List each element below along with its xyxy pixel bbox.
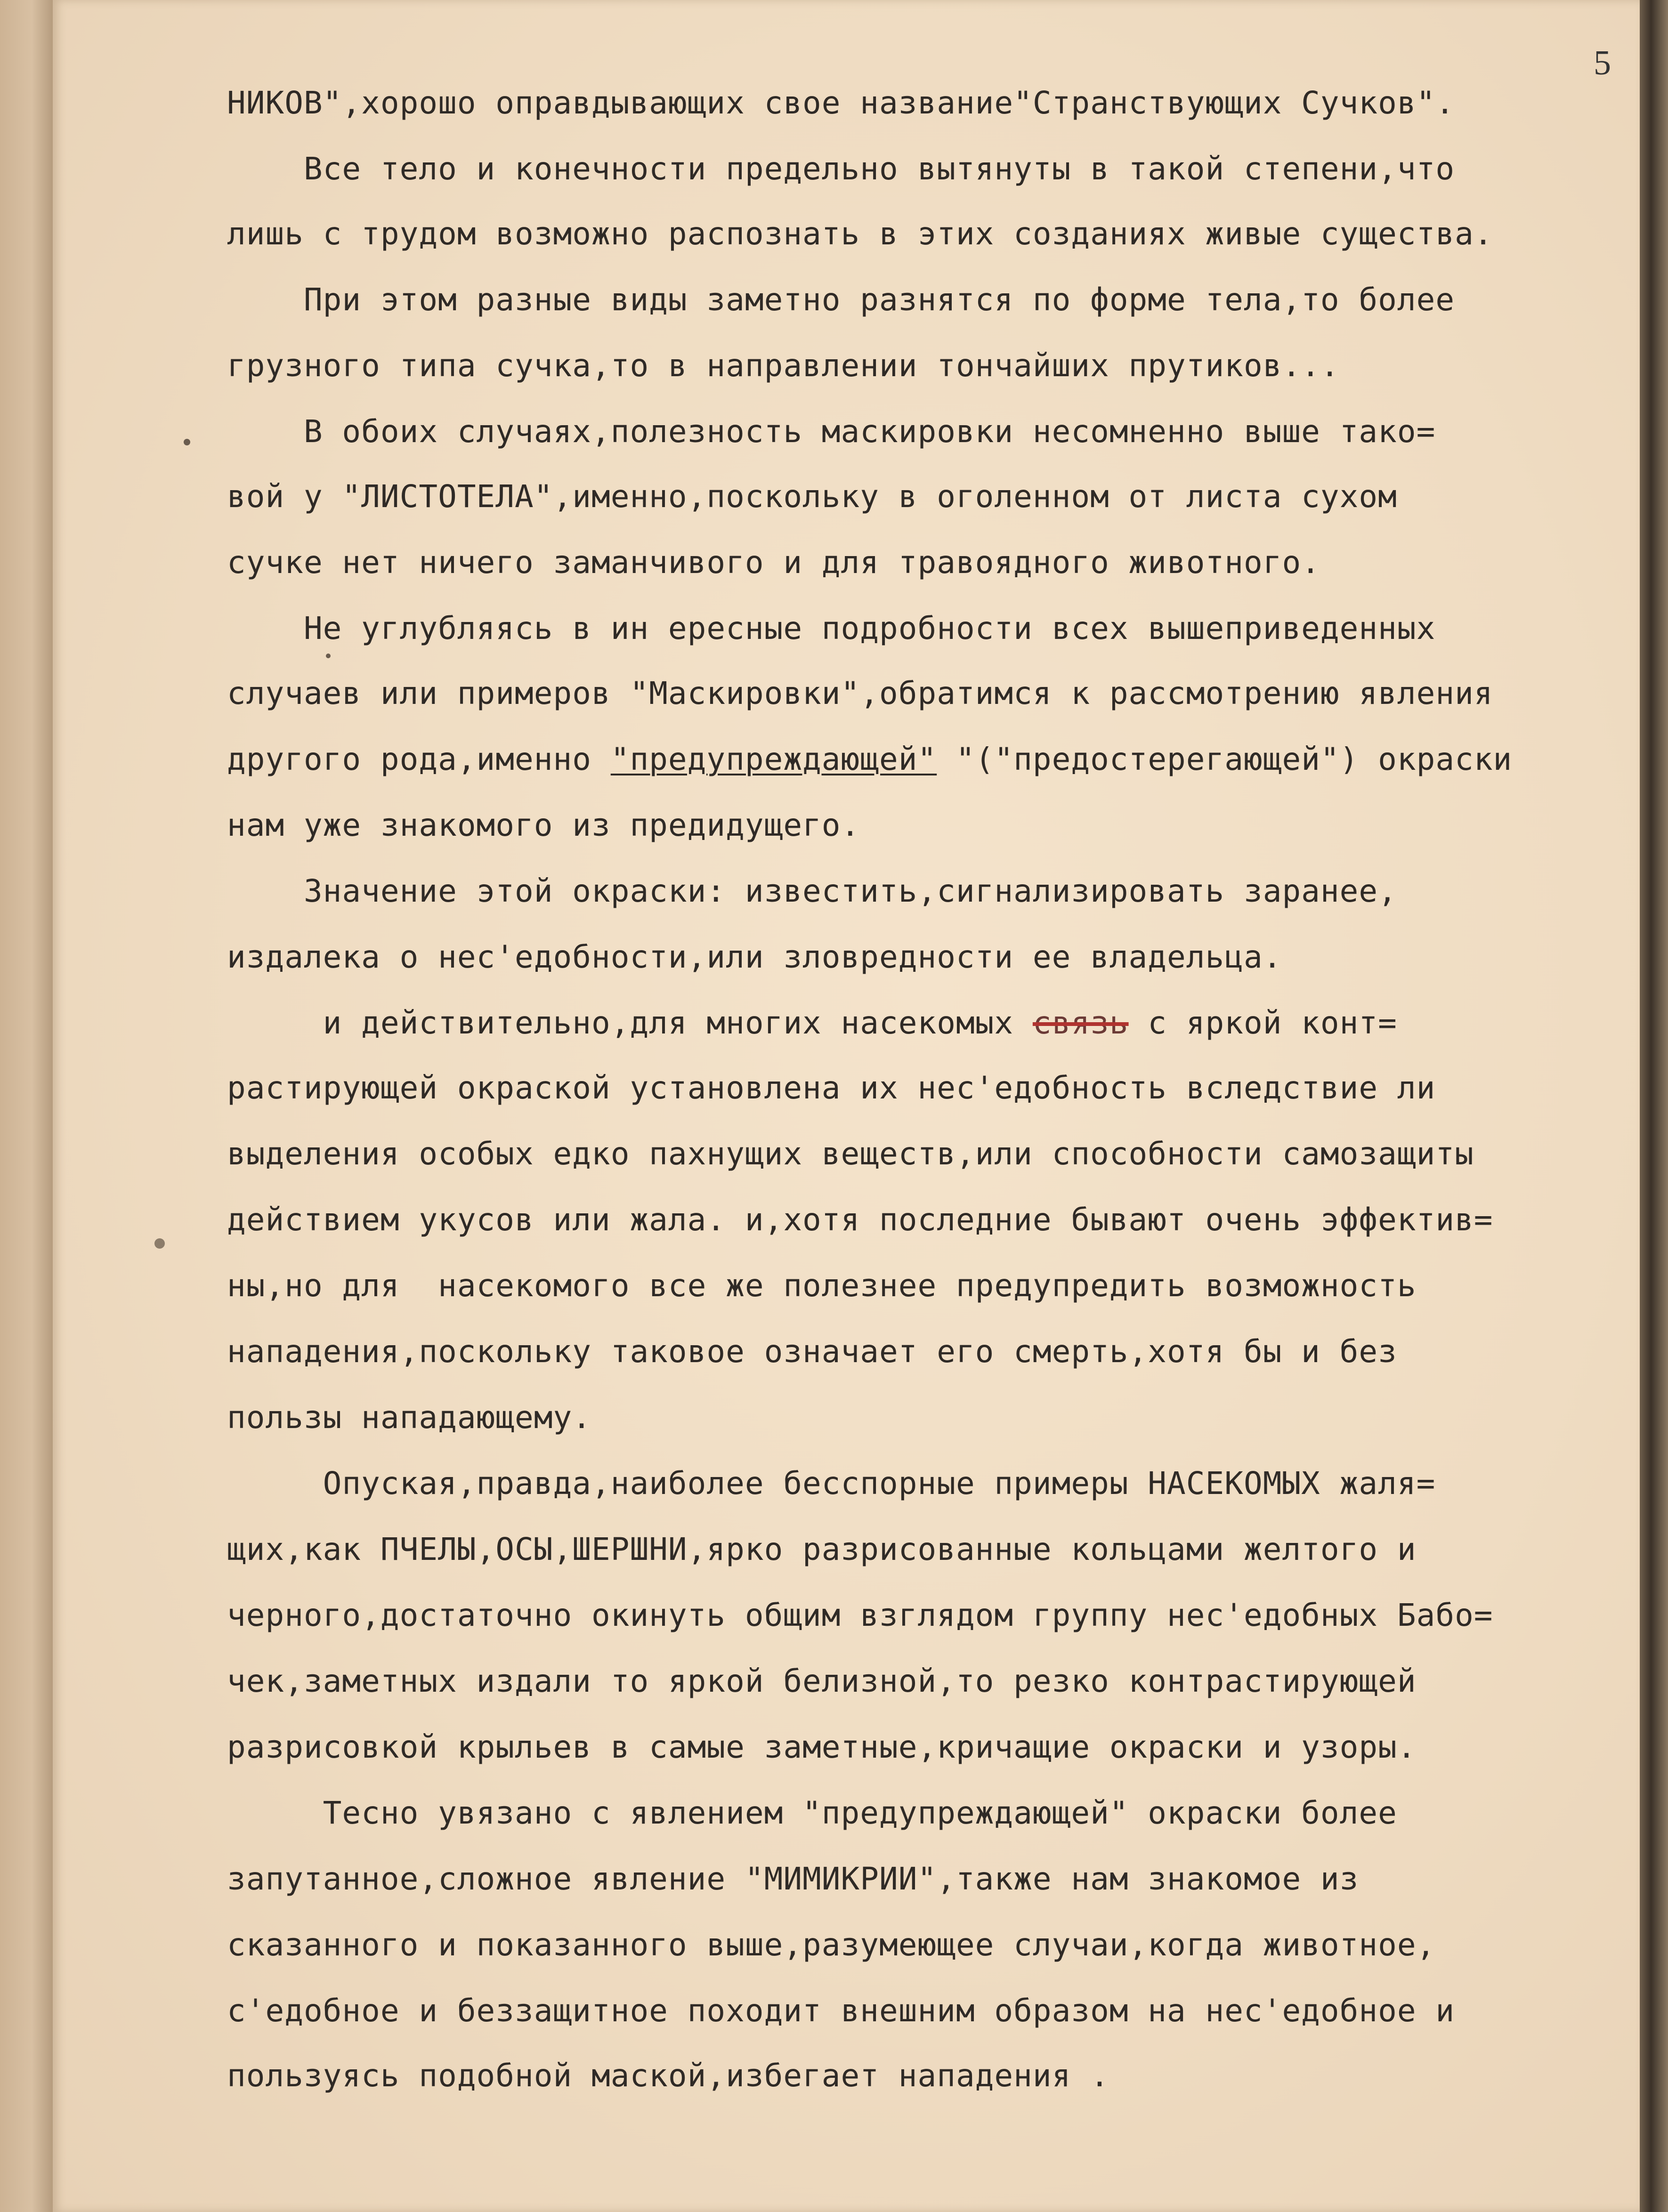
line-tail: с яркой конт= [1128, 1005, 1397, 1041]
text-line: Все тело и конечности предельно вытянуты в такой степени,что [227, 151, 1455, 187]
text-line: Тесно увязано с явлением "предупреждающей" окраски более [227, 1795, 1397, 1831]
text-line: Не углубляясь в ин ересные подробности всех вышеприведенных [227, 610, 1436, 646]
typed-page [53, 0, 1640, 2212]
text-line: нам уже знакомого из предидущего. [227, 807, 860, 843]
text-line: выделения особых едко пахнущих веществ,или способности самозащиты [227, 1136, 1474, 1172]
text-line: разрисовкой крыльев в самые заметные,кричащие окраски и узоры. [227, 1729, 1417, 1765]
text-line: издалека о нес'едобности,или зловредности ее владельца. [227, 939, 1282, 975]
text-line: пользуясь подобной маской,избегает нападения . [227, 2058, 1109, 2094]
paper-speck [154, 1238, 165, 1249]
text-line: действием укусов или жала. и,хотя последние бывают очень эффектив= [227, 1202, 1493, 1238]
text-line: грузного типа сучка,то в направлении тончайших прутиков... [227, 347, 1340, 384]
binding-strip [0, 0, 53, 2212]
text-line: растирующей окраской установлена их нес'едобность вследствие ли [227, 1070, 1436, 1106]
text-line: Значение этой окраски: известить,сигнализировать заранее, [227, 873, 1397, 909]
underlined-phrase: "предупреждающей" [610, 741, 937, 777]
text-line: пользы нападающему. [227, 1399, 591, 1436]
text-line: При этом разные виды заметно разнятся по форме тела,то более [227, 282, 1455, 318]
page-number: 5 [1594, 44, 1611, 82]
text-line: сказанного и показанного выше,разумеющее случаи,когда животное, [227, 1927, 1436, 1963]
paper-speck [184, 439, 190, 445]
struck-word: связь [1032, 1005, 1129, 1041]
text-line: ны,но для насекомого все же полезнее предупредить возможность [227, 1267, 1417, 1304]
text-line: случаев или примеров "Маскировки",обратимся к рассмотрению явления [227, 675, 1493, 711]
text-line: лишь с трудом возможно распознать в этих созданиях живые существа. [227, 216, 1493, 252]
text-line: нападения,поскольку таковое означает его смерть,хотя бы и без [227, 1333, 1397, 1370]
line-head: и действительно,для многих насекомых [227, 1005, 1033, 1041]
line-head: другого рода,именно [227, 741, 611, 777]
text-line: чек,заметных издали то яркой белизной,то резко контрастирующей [227, 1663, 1417, 1699]
line-tail: "("предостерегающей") окраски [937, 741, 1513, 777]
text-line: запутанное,сложное явление "МИМИКРИИ",также нам знакомое из [227, 1861, 1359, 1897]
text-line: щих,как ПЧЕЛЫ,ОСЫ,ШЕРШНИ,ярко разрисованные кольцами желтого и [227, 1531, 1417, 1567]
text-line-with-underline [227, 741, 1512, 777]
text-line: В обоих случаях,полезность маскировки несомненно выше тако= [227, 413, 1436, 450]
text-line: вой у "ЛИСТОТЕЛА",именно,поскольку в оголенном от листа сухом [227, 478, 1397, 515]
text-line: с'едобное и беззащитное походит внешним образом на нес'едобное и [227, 1993, 1455, 2029]
text-line-with-strikeout [227, 1005, 1397, 1041]
text-line: Опуская,правда,наиболее бесспорные примеры НАСЕКОМЫХ жаля= [227, 1465, 1436, 1502]
text-line: черного,достаточно окинуть общим взглядом группу нес'едобных Бабо= [227, 1597, 1493, 1633]
text-line: сучке нет ничего заманчивого и для травоядного животного. [227, 544, 1320, 581]
page-edge-shadow [1640, 0, 1668, 2212]
text-line: НИКОВ",хорошо оправдывающих свое название"Странствующих Сучков". [227, 85, 1455, 121]
paper-speck [326, 654, 331, 658]
